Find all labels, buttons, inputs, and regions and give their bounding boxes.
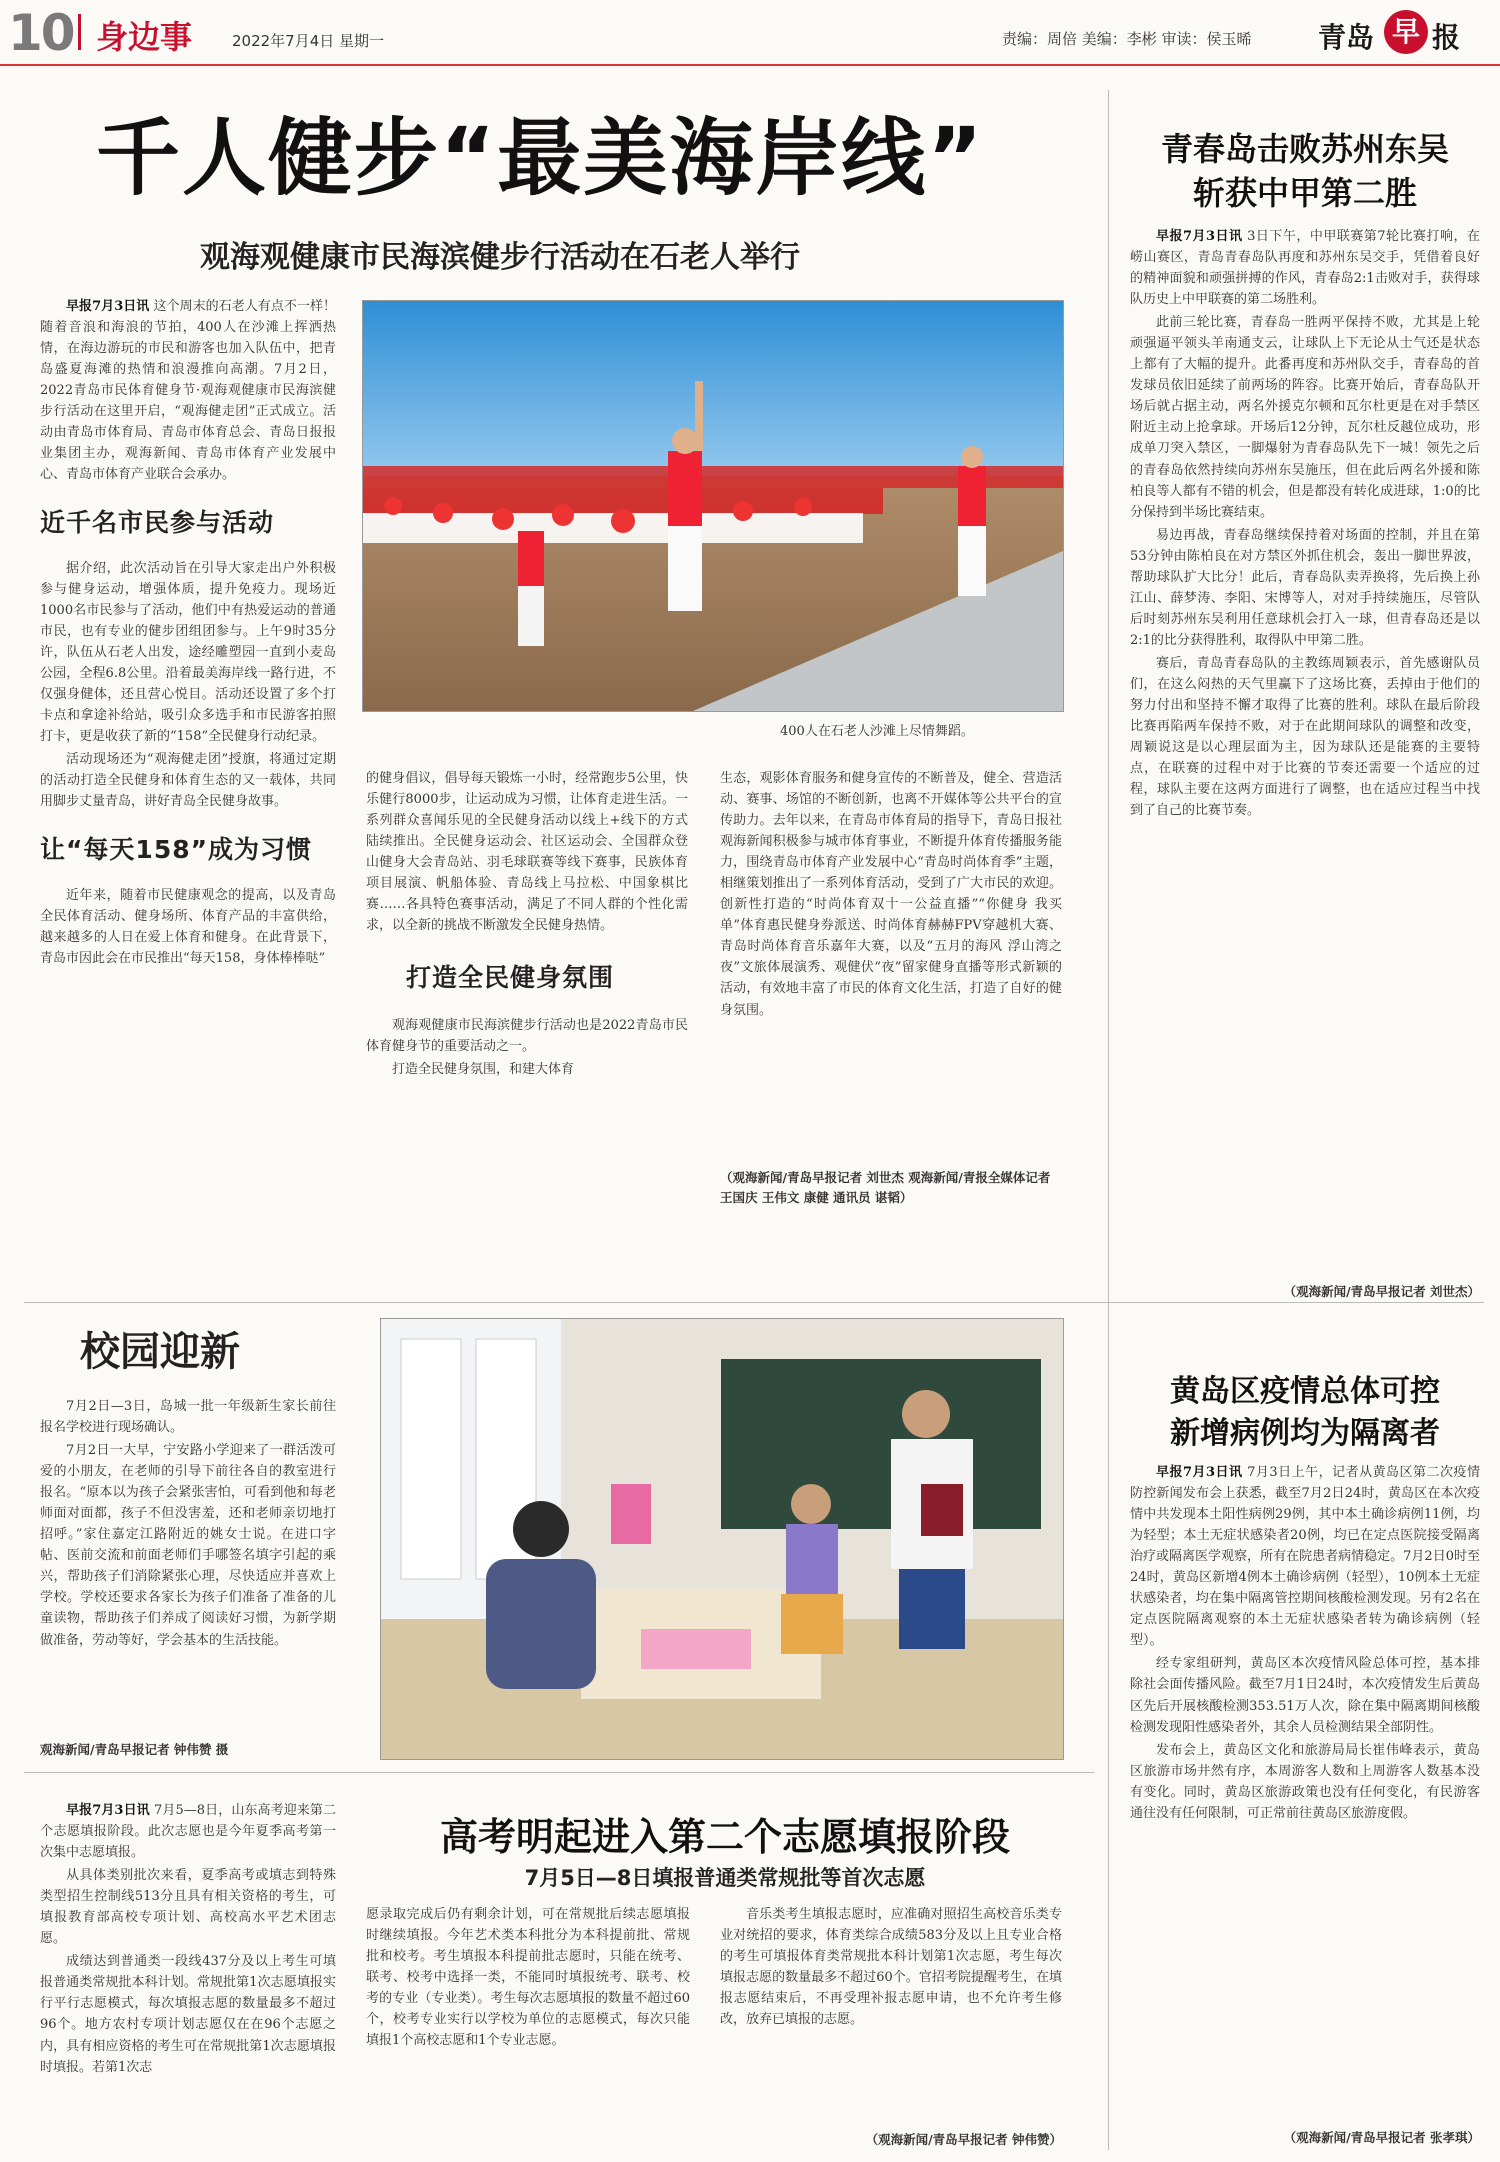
- covid-headline-1: 黄岛区疫情总体可控: [1170, 1374, 1440, 1409]
- campus-paragraph-1: 7月2日—3日，岛城一批一年级新生家长前往报名学校进行现场确认。: [40, 1399, 336, 1436]
- football-headline-2: 斩获中甲第二胜: [1192, 174, 1417, 212]
- gaokao-paragraph-1: 7月5—8日，山东高考迎来第二个志愿填报阶段。此次志愿也是今年夏季高考第一次集中志愿填报。: [40, 1803, 336, 1861]
- walk-paragraph-3: 活动现场还为“观海健走团”授旗，将通过定期的活动打造全民健身和体育生态的又一载体，共同用脚步丈量青岛，讲好青岛全民健身故事。: [40, 752, 336, 810]
- campus-photo-image: [381, 1319, 1063, 1759]
- walk-column-3: [720, 768, 1062, 1158]
- gaokao-column-3: [720, 1904, 1062, 2126]
- walk-col2-paragraph-2: 观海观健康市民海滨健步行活动也是2022青岛市民体育健身节的重要活动之一。: [366, 1017, 688, 1054]
- walk-subheadline: 观海观健康市民海滨健步行活动在石老人举行: [200, 240, 800, 275]
- football-body: [1130, 226, 1480, 1276]
- walk-photo-caption: 400人在石老人沙滩上尽情舞蹈。: [780, 724, 974, 739]
- campus-body: [40, 1396, 336, 1732]
- gaokao-lead: 早报7月3日讯: [66, 1803, 150, 1818]
- header-divider-mark: [78, 14, 81, 50]
- walk-column-2: [366, 768, 688, 1258]
- gaokao-paragraph-3: 成绩达到普通类一段线437分及以上考生可填报普通类常规批本科计划。常规批第1次志愿填报实行平行志愿模式，每次填报志愿的数量最多不超过96个。地方农村专项计划志愿仅在在96个志愿之内，具有相应资格的考生可在常规批第1次志愿填报时填报。若第1次志: [40, 1954, 336, 2075]
- gaokao-paragraph-2: 从具体类别批次来看，夏季高考或填志到特殊类型招生控制线513分且具有相关资格的考生，可填报教育部高校专项计划、高校高水平艺术团志愿。: [40, 1868, 336, 1947]
- editor-credits: 责编：周倍 美编：李彬 审读：侯玉晞: [1002, 30, 1252, 48]
- covid-paragraph-2: 经专家组研判，黄岛区本次疫情风险总体可控，基本排除社会面传播风险。截至7月1日24时，本次疫情发生后黄岛区先后开展核酸检测353.51万人次，除在集中隔离期间核酸检测发现阳性感染者外，其余人员检测结果全部阴性。: [1130, 1656, 1480, 1735]
- logo-text-left: 青岛: [1318, 21, 1375, 54]
- gaokao-col2-text: 愿录取完成后仍有剩余计划，可在常规批后续志愿填报时继续填报。今年艺术类本科批分为本科提前批、常规批和校考。考生填报本科提前批志愿时，只能在统考、联考、校考中选择一类，不能同时填报统考、联考、校考的专业（专业类）。考生每次志愿填报的数量不超过60个，校考专业实行以学校为单位的志愿模式，每次只能填报1个高校志愿和1个专业志愿。: [366, 1907, 690, 2049]
- walk-byline: （观海新闻/青岛早报记者 刘世杰 观海新闻/青报全媒体记者 王国庆 王伟文 康健 通讯员 谌韬）: [720, 1170, 1051, 1205]
- section-divider-mid: [24, 1302, 1484, 1303]
- walk-col2-paragraph: 的健身倡议，倡导每天锻炼一小时，经常跑步5公里，快乐健行8000步，让运动成为习惯，让体育走进生活。一系列群众喜闻乐见的全民健身活动以线上+线下的方式陆续推出。全民健身运动会、社区运动会、全国群众登山健身大会青岛站、羽毛球联赛等线下赛事，民族体育项目展演、帆船体验、青岛线上马拉松、中国象棋比赛……各具特色赛事活动，满足了不同人群的个性化需求，以全新的挑战不断激发全民健身热情。: [366, 771, 688, 934]
- football-headline-1: 青春岛击败苏州东吴: [1160, 130, 1449, 168]
- header-rule: [0, 64, 1500, 66]
- walk-paragraph-1: 这个周末的石老人有点不一样！随着音浪和海浪的节拍，400人在沙滩上挥洒热情，在海边游玩的市民和游客也加入队伍中，把青岛盛夏海滩的热情和浪漫推向高潮。7月2日，2022青岛市民体育健身节·观海观健康市民海滨健步行活动在这里开启，“观海健走团”正式成立。活动由青岛市体育局、青岛市体育总会、青岛日报报业集团主办，观海新闻、青岛市体育产业发展中心、青岛市体育产业联合会承办。: [40, 299, 336, 483]
- walk-headline: 千人健步“最美海岸线”: [96, 109, 985, 207]
- walk-subhead-1: 近千名市民参与活动: [40, 508, 275, 538]
- football-paragraph-3: 易边再战，青春岛继续保持着对场面的控制，并且在第53分钟由陈柏良在对方禁区外抓住机会，轰出一脚世界波，帮助球队扩大比分！此后，青春岛队卖弄换将，先后换上孙江山、薛梦涛、李阳、宋博等人，对对手持续施压，尽管队后时刻苏州东吴利用任意球机会打入一球，但青春岛还是以2:1的比分获得胜利，取得队中甲第二胜。: [1130, 527, 1480, 648]
- walk-photo: [362, 300, 1064, 712]
- walk-photo-image: [363, 301, 1063, 711]
- football-paragraph-1: 3日下午，中甲联赛第7轮比赛打响，在崂山赛区，青岛青春岛队再度和苏州东吴交手，凭借着良好的精神面貌和顽强拼搏的作风，青春岛2:1击败对手，获得球队历史上中甲联赛的第二场胜利。: [1130, 229, 1480, 308]
- gaokao-column-2: [366, 1904, 690, 2150]
- football-lead: 早报7月3日讯: [1156, 229, 1243, 244]
- walk-column-1: [40, 296, 336, 1246]
- football-byline: （观海新闻/青岛早报记者 刘世杰）: [1283, 1284, 1480, 1299]
- gaokao-col3-text: 音乐类考生填报志愿时，应准确对照招生高校音乐类专业对统招的要求，体育类综合成绩583分及以上且专业合格的考生可填报体育类常规批本科计划第1次志愿，考生每次填报志愿的数量最多不超过60个。官招考院提醒考生，在填报志愿结束后，不再受理补报志愿申请，也不允许考生修改，放弃已填报的志愿。: [720, 1907, 1062, 2028]
- section-divider-bottom: [24, 1772, 1094, 1773]
- football-paragraph-4: 赛后，青岛青春岛队的主教练周颖表示，首先感谢队员们，在这么闷热的天气里赢下了这场比赛，丢掉由于他们的努力付出和坚持不懈才取得了比赛的胜利。球队在最后阶段比赛再陷两车保持不败，对于在此期间球队的调整和改变，周颖说这是以心理层面为主，因为球队还是能赛的主要特点，在联赛的过程中对于比赛的节奏还需要一个适应的过程，球队主要在这两方面进行了调整，也在适应过程当中找到了自己的比赛节奏。: [1130, 655, 1480, 819]
- covid-body: [1130, 1462, 1480, 2122]
- covid-paragraph-3: 发布会上，黄岛区文化和旅游局局长崔伟峰表示，黄岛区旅游市场井然有序，本周游客人数和上周游客人数基本没有变化。同时，黄岛区旅游政策也没有任何变化，有民游客通往没有任何限制，可正常前往黄岛区旅游度假。: [1130, 1742, 1480, 1821]
- page-header: [0, 0, 1500, 64]
- walk-subhead-3: 打造全民健身氛围: [406, 963, 615, 993]
- walk-paragraph-4: 近年来，随着市民健康观念的提高，以及青岛全民体育活动、健身场所、体育产品的丰富供给，越来越多的人日在爱上体育和健身。在此背景下，青岛市因此会在市民推出“每天158，身体棒棒哒”: [40, 887, 336, 967]
- newspaper-logo: [1318, 10, 1488, 54]
- gaokao-headline: 高考明起进入第二个志愿填报阶段: [439, 1815, 1010, 1859]
- covid-byline: （观海新闻/青岛早报记者 张孝琪）: [1283, 2130, 1480, 2145]
- logo-circle: 早: [1384, 10, 1428, 54]
- page-number: 10: [8, 4, 74, 62]
- walk-paragraph-2: 据介绍，此次活动旨在引导大家走出户外积极参与健身运动，增强体质，提升免疫力。现场近1000名市民参与了活动，他们中有热爱运动的普通市民，也有专业的健步团组团参与。上午9时35分许，队伍从石老人出发，途经雕塑园一直到小麦岛公园，全程6.8公里。沿着最美海岸线一路行进，不仅强身健体，还且营心悦目。活动还设置了多个打卡点和拿途补给站，吸引众多选手和市民游客拍照打卡，更是收获了新的“158”全民健身行动纪录。: [40, 560, 336, 745]
- walk-lead: 早报7月3日讯: [66, 299, 150, 314]
- football-paragraph-2: 此前三轮比赛，青春岛一胜两平保持不败，尤其是上轮顽强逼平领头羊南通支云，让球队上下无论从士气还是状态上都有了大幅的提升。此番再度和苏州队交手，青春岛的首发球员依旧延续了前两场的阵容。比赛开始后，青春岛队开场后就占据主动，两名外援克尔顿和瓦尔杜更是在对手禁区附近主动上抢拿球。开场后12分钟，瓦尔杜反越位成功，形成单刀突入禁区，一脚爆射为青春岛队先下一城！领先之后的青春岛依然持续向苏州东吴施压，但在此后两名外援和陈柏良等人都有不错的机会，但是都没有转化成进球，1:0的比分保持到半场比赛结束。: [1130, 315, 1480, 520]
- covid-lead: 早报7月3日讯: [1156, 1465, 1243, 1480]
- covid-headline-2: 新增病例均为隔离者: [1170, 1416, 1440, 1451]
- right-column-divider: [1108, 90, 1109, 2150]
- campus-photo: [380, 1318, 1064, 1760]
- campus-byline: 观海新闻/青岛早报记者 钟伟赞 摄: [40, 1742, 229, 1757]
- gaokao-column-1: [40, 1800, 336, 2150]
- gaokao-subheadline: 7月5日—8日填报普通类常规批等首次志愿: [524, 1866, 926, 1890]
- walk-col2-paragraph-3: 打造全民健身氛围，和建大体育: [392, 1061, 575, 1077]
- logo-text-right: 报: [1432, 21, 1461, 54]
- issue-date: 2022年7月4日 星期一: [232, 32, 385, 50]
- campus-paragraph-2: 7月2日一大早，宁安路小学迎来了一群活泼可爱的小朋友，在老师的引导下前往各自的教室进行报名。“原本以为孩子会紧张害怕，可看到他和每老师面对面都，孩子不但没害羞，还和老师亲切地打招呼。”家住嘉定江路附近的姚女士说。在进口字帖、医前交流和前面老师们手哪签名填字引起的乘兴，帮助孩子们消除紧张心理，尽快适应并喜欢上学校。学校还要求各家长为孩子们准备了准备的儿童读物，帮助孩子们养成了阅读好习惯，为新学期做准备，劳动等好，学会基本的生活技能。: [40, 1443, 336, 1648]
- covid-paragraph-1: 7月3日上午，记者从黄岛区第二次疫情防控新闻发布会上获悉，截至7月2日24时，黄岛区在本次疫情中共发现本土阳性病例29例，其中本土确诊病例11例，均为轻型；本土无症状感染者20例，均已在定点医院接受隔离治疗或隔离医学观察，所有在院患者病情稳定。7月2日0时至24时，黄岛区新增4例本土确诊病例（轻型），10例本土无症状感染者，均在集中隔离管控期间核酸检测发现。另有2名在定点医院隔离观察的本土无症状感染者转为确诊病例（轻型）。: [1130, 1465, 1480, 1649]
- walk-col3-paragraph: 生态，观影体育服务和健身宣传的不断普及，健全、营造活动、赛事、场馆的不断创新，也离不开媒体等公共平台的宣传助力。去年以来，在青岛市体育局的指导下，青岛日报社观海新闻积极参与城市体育事业，不断提升体育传播服务能力，围绕青岛市体育产业发展中心“青岛时尚体育季”主题，相继策划推出了一系列体育活动，受到了广大市民的欢迎。创新性打造的“时尚体育双十一公益直播”“你健身 我买单”体育惠民健身券派送、时尚体育赫赫FPV穿越机大赛、青岛时尚体育音乐嘉年大赛，以及“五月的海风 浮山湾之夜”文旅体展演秀、观健伏“夜”留家健身直播等形式新颖的活动，有效地丰富了市民的体育文化生活，打造了自好的健身氛围。: [720, 771, 1062, 1018]
- section-title: 身边事: [96, 18, 193, 56]
- gaokao-byline: （观海新闻/青岛早报记者 钟伟赞）: [865, 2132, 1062, 2147]
- walk-subhead-2: 让“每天158”成为习惯: [40, 835, 313, 865]
- campus-headline: 校园迎新: [80, 1329, 240, 1375]
